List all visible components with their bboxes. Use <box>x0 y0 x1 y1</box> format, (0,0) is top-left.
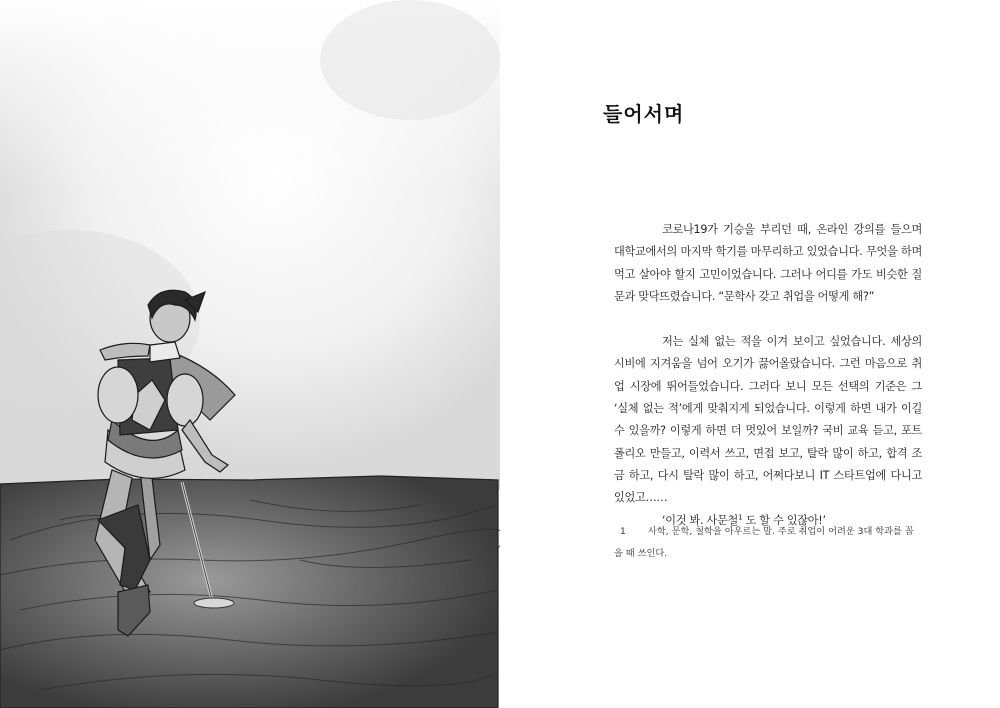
right-page <box>500 0 1000 708</box>
paragraph-2: 저는 실체 없는 적을 이겨 보이고 싶었습니다. 세상의 시비에 지겨움을 넘어 오기가 끓어올랐습니다. 그런 마음으로 취업 시장에 뛰어들었습니다. 그러다 보니 모든 선택의 기준은 그 ‘실체 없는 적’에게 맞춰지게 되었습니다. 이렇게 하면 내가 이길 수 있을까? 이렇게 하면 더 멋있어 보일까? 국비 교육 듣고, 포트폴리오 만들고, 이력서 쓰고, 면접 보고, 탈락 많이 하고, 합격 조금 하고, 다시 탈락 많이 하고, 어쩌다보니 IT 스타트업에 다니고 있었고…… <box>614 335 922 505</box>
footnote <box>614 521 922 565</box>
footnote-number: 1 <box>620 526 626 537</box>
paragraph-gap <box>614 308 922 331</box>
body-text <box>614 219 922 532</box>
footnote-text: 사학, 문학, 철학을 아우르는 말. 주로 취업이 어려운 3대 학과를 꼽을 때 쓰인다. <box>614 526 914 559</box>
quote-text-after: 도 할 수 있잖아!’ <box>742 513 826 527</box>
quote-text-before: ‘이것 봐. 사문철 <box>662 513 739 527</box>
footnote-reference[interactable]: 1 <box>738 512 743 521</box>
stage-floor <box>0 476 498 708</box>
paragraph-1: 코로나19가 기승을 부리던 때, 온라인 강의를 들으며 대학교에서의 마지막 학기를 마무리하고 있었습니다. 무엇을 하며 먹고 살아야 할지 고민이었습니다. 그러나 어디를 가도 비슷한 질문과 맞닥뜨렸습니다. “문학사 갖고 취업을 어떻게 해?” <box>614 223 922 303</box>
chapter-title: 들어서며 <box>603 102 685 126</box>
